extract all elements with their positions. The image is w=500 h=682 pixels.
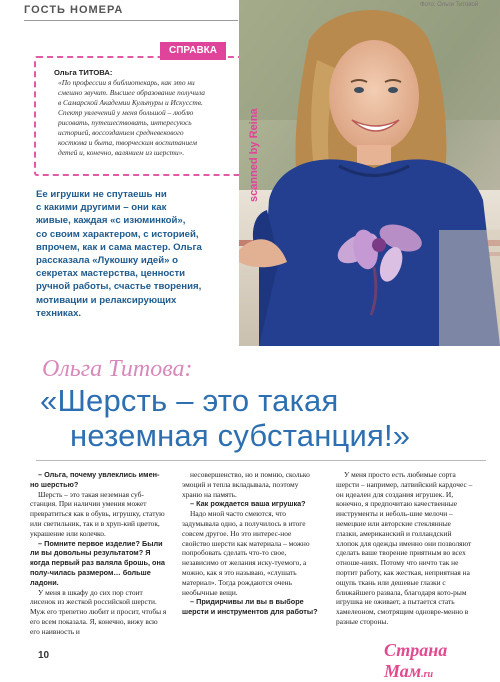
bio-line: Спектр увлечений у меня большой – люблю — [58, 108, 194, 117]
bio-line: в Самарской Академии Культуры и Искусств. — [58, 98, 203, 107]
bio-line: смешно звучит. Высшее образование получила — [58, 88, 205, 97]
answer: Надо мной часто смеются, что задумывала одно, а получилось в итоге совсем другое. Но это интерес-ное свойство шерсти как материала – можно попробовать сделать что-то свое, независимо от желания иску-туемого, а можно, как я это называю, «слушать материал». Тогда рождаются очень необычные вещи. — [182, 509, 310, 597]
lead-line: живые, каждая «с изюминкой», — [36, 215, 186, 227]
photo-credit-text: scanned by Reina — [248, 108, 260, 202]
lead-line: ручной работы, счастье творения, — [36, 281, 202, 293]
answer: несовершенство, но и помню, сколько эмоций и тепла вкладывала, поэтому храню на память. — [182, 470, 310, 499]
question: – Как рождается ваша игрушка? — [190, 499, 306, 509]
answer: У меня в шкафу до сих пор стоит лисенок из жесткой российской шерсти. Муж его трепетно любит и просит, чтобы я его всем показала. Я, конечно, вижу всю его наивность и — [30, 587, 167, 636]
lead-line: рассказала «Лукошку идей» о — [36, 255, 179, 267]
lead-line: со своим характером, с историей, — [36, 228, 199, 240]
answer: У меня просто есть любимые сорта шерсти – например, латвийский кардочес – он идеален для создания игрушек. И, конечно, я предпочитаю качественные инструменты и неболь-шие мелочи – немецкие или авторские стеклянные глазки, американский и голландский хлопок для одежды именно они позволяют сделать ваше творение приятным во всех отноше-ниях. Потому что ничто так не портит работу, как жесткая, неприятная на ощупь ткань или дешевые глазки с ближайшего развала, благодаря кото-рым игрушка не оживает, а пытается стать хамелеоном, смотрящим одновре-менно в разные стороны. — [336, 470, 473, 626]
title-rule — [36, 460, 486, 461]
question: – Помните первое изделие? Были ли вы довольны результатом? Я когда первый раз валяла брошь, она полу-чилась размером… больше ладони. — [30, 538, 165, 587]
header-rule — [24, 20, 238, 21]
headline-quote-line1: «Шерсть – это такая — [40, 383, 339, 418]
page-number: 10 — [38, 650, 50, 661]
lead-line: техниках. — [36, 307, 82, 319]
article-column-1 — [30, 470, 168, 637]
title-name: Ольга Титова: — [42, 356, 193, 382]
bio-line: историей, воссозданием средневекового — [58, 128, 184, 137]
watermark-domain: .ru — [421, 669, 434, 680]
article-column-2 — [182, 470, 320, 617]
section-label: ГОСТЬ НОМЕРА — [24, 4, 124, 16]
lead-line: с какими другими – они как — [36, 202, 167, 214]
answer: Шерсть – это такая неземная суб-станция. При наличии умения может превратиться как в обувь, игрушку, статую или светильник, так и в хруп-кий цветок, украшение или колечко. — [30, 489, 165, 538]
lead-line: секретах мастерства, ценности — [36, 268, 186, 280]
lead-paragraph — [36, 188, 232, 320]
lead-line: Ее игрушки не спутаешь ни — [36, 189, 167, 200]
portrait-photo — [239, 0, 500, 346]
bio-line: костюма и быта, творческим воспитанием — [58, 138, 197, 147]
bio-line: детей и, конечно, валянием из шерсти». — [58, 148, 185, 157]
bio-line: «По профессии я библиотекарь, как это ни — [58, 78, 195, 87]
watermark-text: Страна Мам — [384, 640, 448, 681]
bio-sidebar-name: Ольга ТИТОВА: — [54, 68, 113, 77]
photo-credit — [246, 6, 260, 206]
portrait-illustration — [239, 0, 500, 346]
bio-line: рисовать, путешествовать, интересуюсь — [58, 118, 192, 127]
headline-quote-line2: неземная субстанция!» — [70, 418, 411, 453]
question: – Придирчивы ли вы в выборе шерсти и инструментов для работы? — [182, 597, 318, 617]
question: – Ольга, почему увлеклись имен-но шерстью? — [30, 470, 160, 489]
photo-corner-credit: Фото: Ольги Титовой — [420, 2, 479, 8]
lead-line: впрочем, как и сама мастер. Ольга — [36, 241, 202, 253]
site-watermark — [384, 640, 500, 682]
article-column-3 — [336, 470, 474, 627]
lead-line: мотивации и релаксирующих — [36, 294, 177, 306]
bio-sidebar-tag: СПРАВКА — [160, 42, 226, 60]
bio-sidebar-text — [58, 78, 236, 158]
